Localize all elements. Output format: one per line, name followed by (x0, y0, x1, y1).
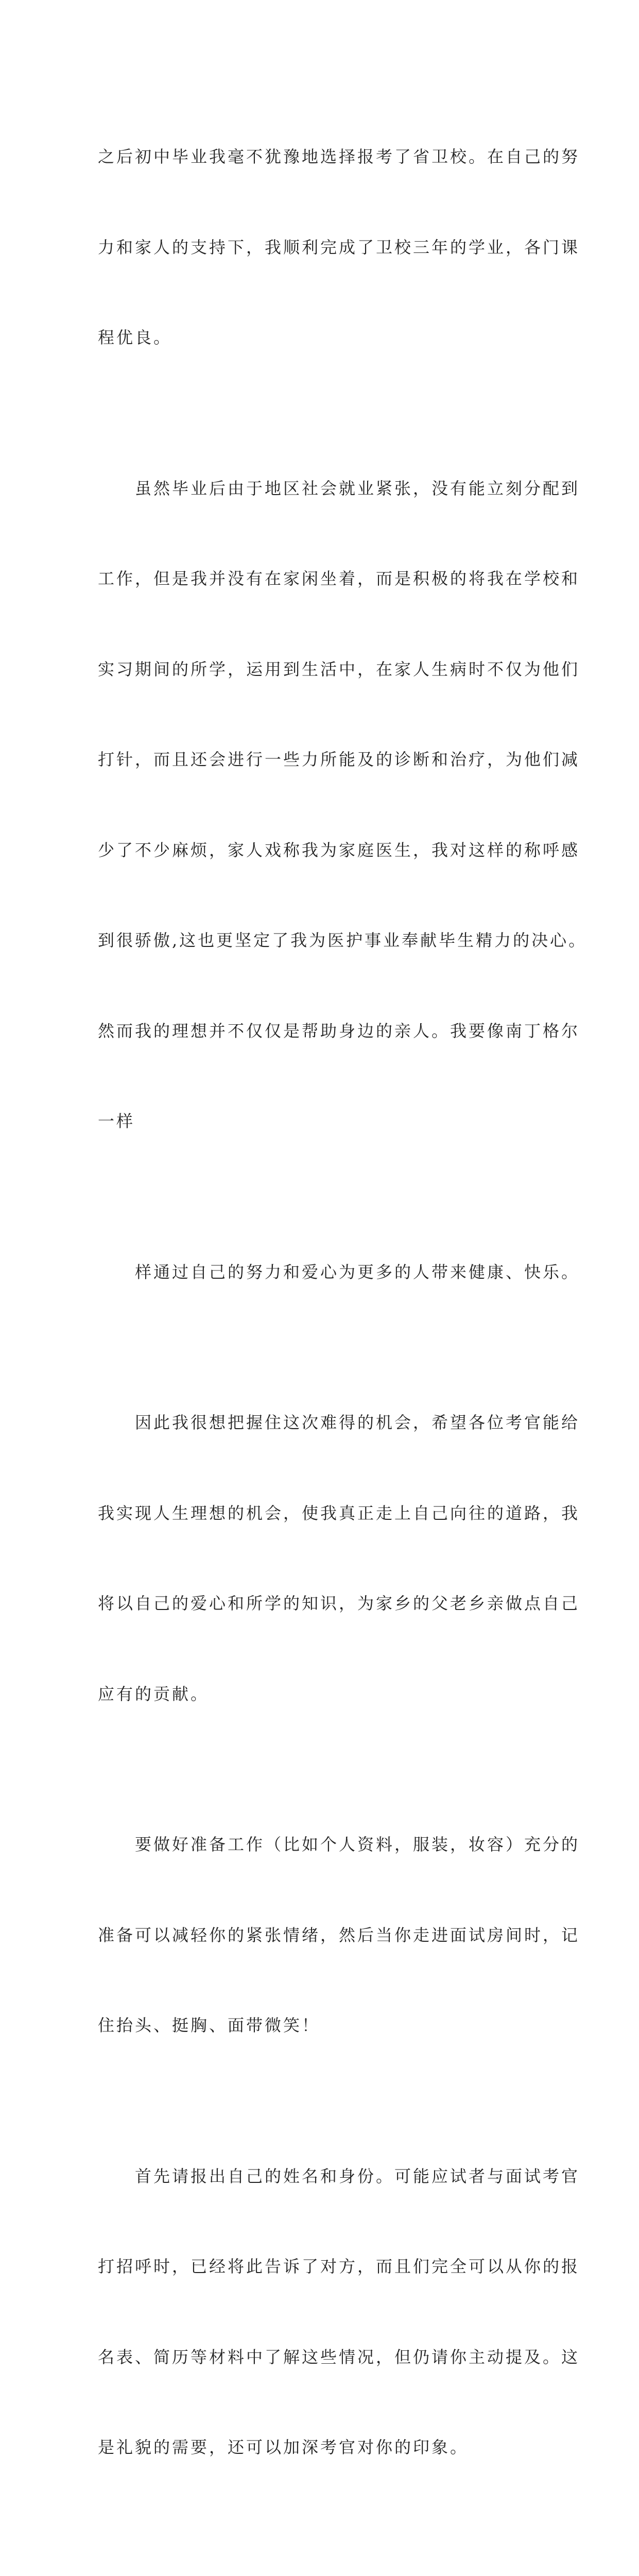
text-line: 住抬头、挺胸、面带微笑！ (98, 2010, 541, 2041)
paragraph (98, 2523, 541, 2576)
text-line: 准备可以减轻你的紧张情绪，然后当你走进面试房间时，记 (98, 1920, 541, 1951)
text-line: 要做好准备工作（比如个人资料，服装，妆容）充分的 (98, 1829, 541, 1860)
text-line: 力和家人的支持下，我顺利完成了卫校三年的学业，各门课 (98, 232, 541, 263)
text-line: 是礼貌的需要，还可以加深考官对你的印象。 (98, 2432, 541, 2463)
text-line: 将以自己的爱心和所学的知识，为家乡的父老乡亲做点自己 (98, 1588, 541, 1619)
document-page (0, 0, 639, 904)
text-line: 首先请报出自己的姓名和身份。可能应试者与面试考官 (98, 2161, 541, 2192)
text-line: 因此我很想把握住这次难得的机会，希望各位考官能给 (98, 1408, 541, 1438)
text-line: 虽然毕业后由于地区社会就业紧张，没有能立刻分配到 (98, 473, 541, 504)
text-line: 然而我的理想并不仅仅是帮助身边的亲人。我要像南丁格尔 (98, 1016, 541, 1046)
paragraph (98, 2101, 541, 2523)
text-line: 少了不少麻烦，家人戏称我为家庭医生，我对这样的称呼感 (98, 835, 541, 866)
text-line: 实习期间的所学，运用到生活中，在家人生病时不仅为他们 (98, 654, 541, 685)
text-line: 应有的贡献。 (98, 1679, 541, 1709)
paragraph (98, 1769, 541, 2101)
paragraph (98, 81, 541, 413)
text-line: 之后初中毕业我毫不犹豫地选择报考了省卫校。在自己的努 (98, 142, 541, 172)
paragraph (98, 1347, 541, 1769)
text-line: 到很骄傲,这也更坚定了我为医护事业奉献毕生精力的决心。 (98, 925, 541, 956)
text-line: 名表、简历等材料中了解这些情况，但仍请你主动提及。这 (98, 2342, 541, 2372)
text-line: 打招呼时，已经将此告诉了对方，而且们完全可以从你的报 (98, 2251, 541, 2282)
document-body (98, 81, 541, 2576)
text-line: 打针，而且还会进行一些力所能及的诊断和治疗，为他们减 (98, 744, 541, 775)
text-line: 一样 (98, 1106, 541, 1137)
paragraph (98, 413, 541, 1197)
text-line: 工作，但是我并没有在家闲坐着，而是积极的将我在学校和 (98, 564, 541, 594)
text-line: 我实现人生理想的机会，使我真正走上自己向往的道路，我 (98, 1498, 541, 1529)
text-line: 样通过自己的努力和爱心为更多的人带来健康、快乐。 (98, 1257, 541, 1287)
text-line: 程优良。 (98, 323, 541, 353)
paragraph (98, 1197, 541, 1348)
